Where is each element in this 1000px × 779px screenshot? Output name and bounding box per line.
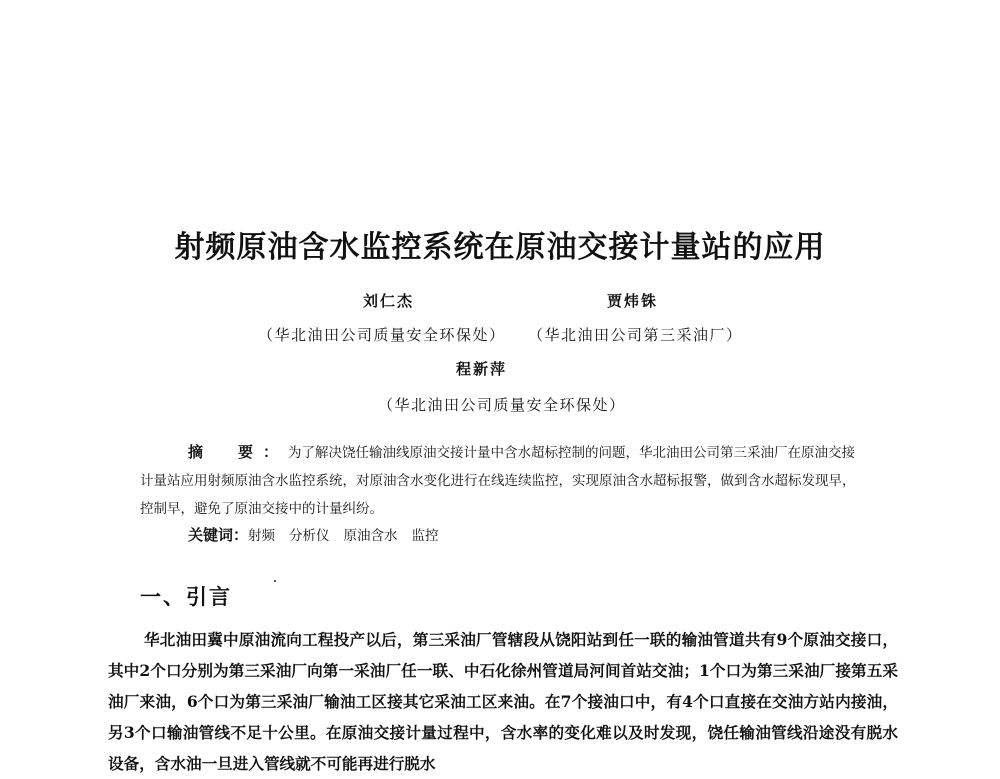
scan-speck xyxy=(274,580,276,582)
keyword-item: 监控 xyxy=(411,528,439,544)
abstract-label: 摘 要： xyxy=(188,443,289,461)
abstract xyxy=(140,438,860,523)
section-heading: 一、引言 xyxy=(140,585,232,609)
author-affiliation-3: （华北油田公司质量安全环保处） xyxy=(378,396,626,414)
author-name-1: 刘仁杰 xyxy=(363,292,415,310)
author-affiliation-2: （华北油田公司第三采油厂） xyxy=(528,326,743,344)
keyword-item: 射频 xyxy=(248,528,276,544)
keyword-item: 原油含水 xyxy=(343,528,398,544)
author-affiliation-1: （华北油田公司质量安全环保处） xyxy=(258,326,506,344)
author-name-3: 程新萍 xyxy=(456,360,508,378)
abstract-text: 为了解决饶任输油线原油交接计量中含水超标控制的问题，华北油田公司第三采油厂在原油交接计量站应用射频原油含水监控系统，对原油含水变化进行在线连续监控，实现原油含水超标报警，做到含水超标发现早，控制早，避免了原油交接中的计量纠纷。 xyxy=(140,445,856,517)
section-paragraph: 华北油田冀中原油流向工程投产以后，第三采油厂管辖段从饶阳站到任一联的输油管道共有9个原油交接口，其中2个口分别为第三采油厂向第一采油厂任一联、中石化徐州管道局河间首站交油；1个口为第三采油厂接第五采油厂来油，6个口为第三采油厂输油工区接其它采油工区来油。在7个接油口中，有4个口直接在交油方站内接油，另3个口输油管线不足十公里。在原油交接计量过程中，含水率的变化难以及时发现，饶任输油管线沿途没有脱水设备，含水油一旦进入管线就不可能再进行脱水 xyxy=(108,630,898,773)
keywords xyxy=(188,524,453,545)
keyword-item: 分析仪 xyxy=(289,528,330,544)
author-name-2: 贾炜铢 xyxy=(607,292,659,310)
keywords-label: 关键词： xyxy=(188,526,249,544)
paper-title: 射频原油含水监控系统在原油交接计量站的应用 xyxy=(174,230,826,265)
